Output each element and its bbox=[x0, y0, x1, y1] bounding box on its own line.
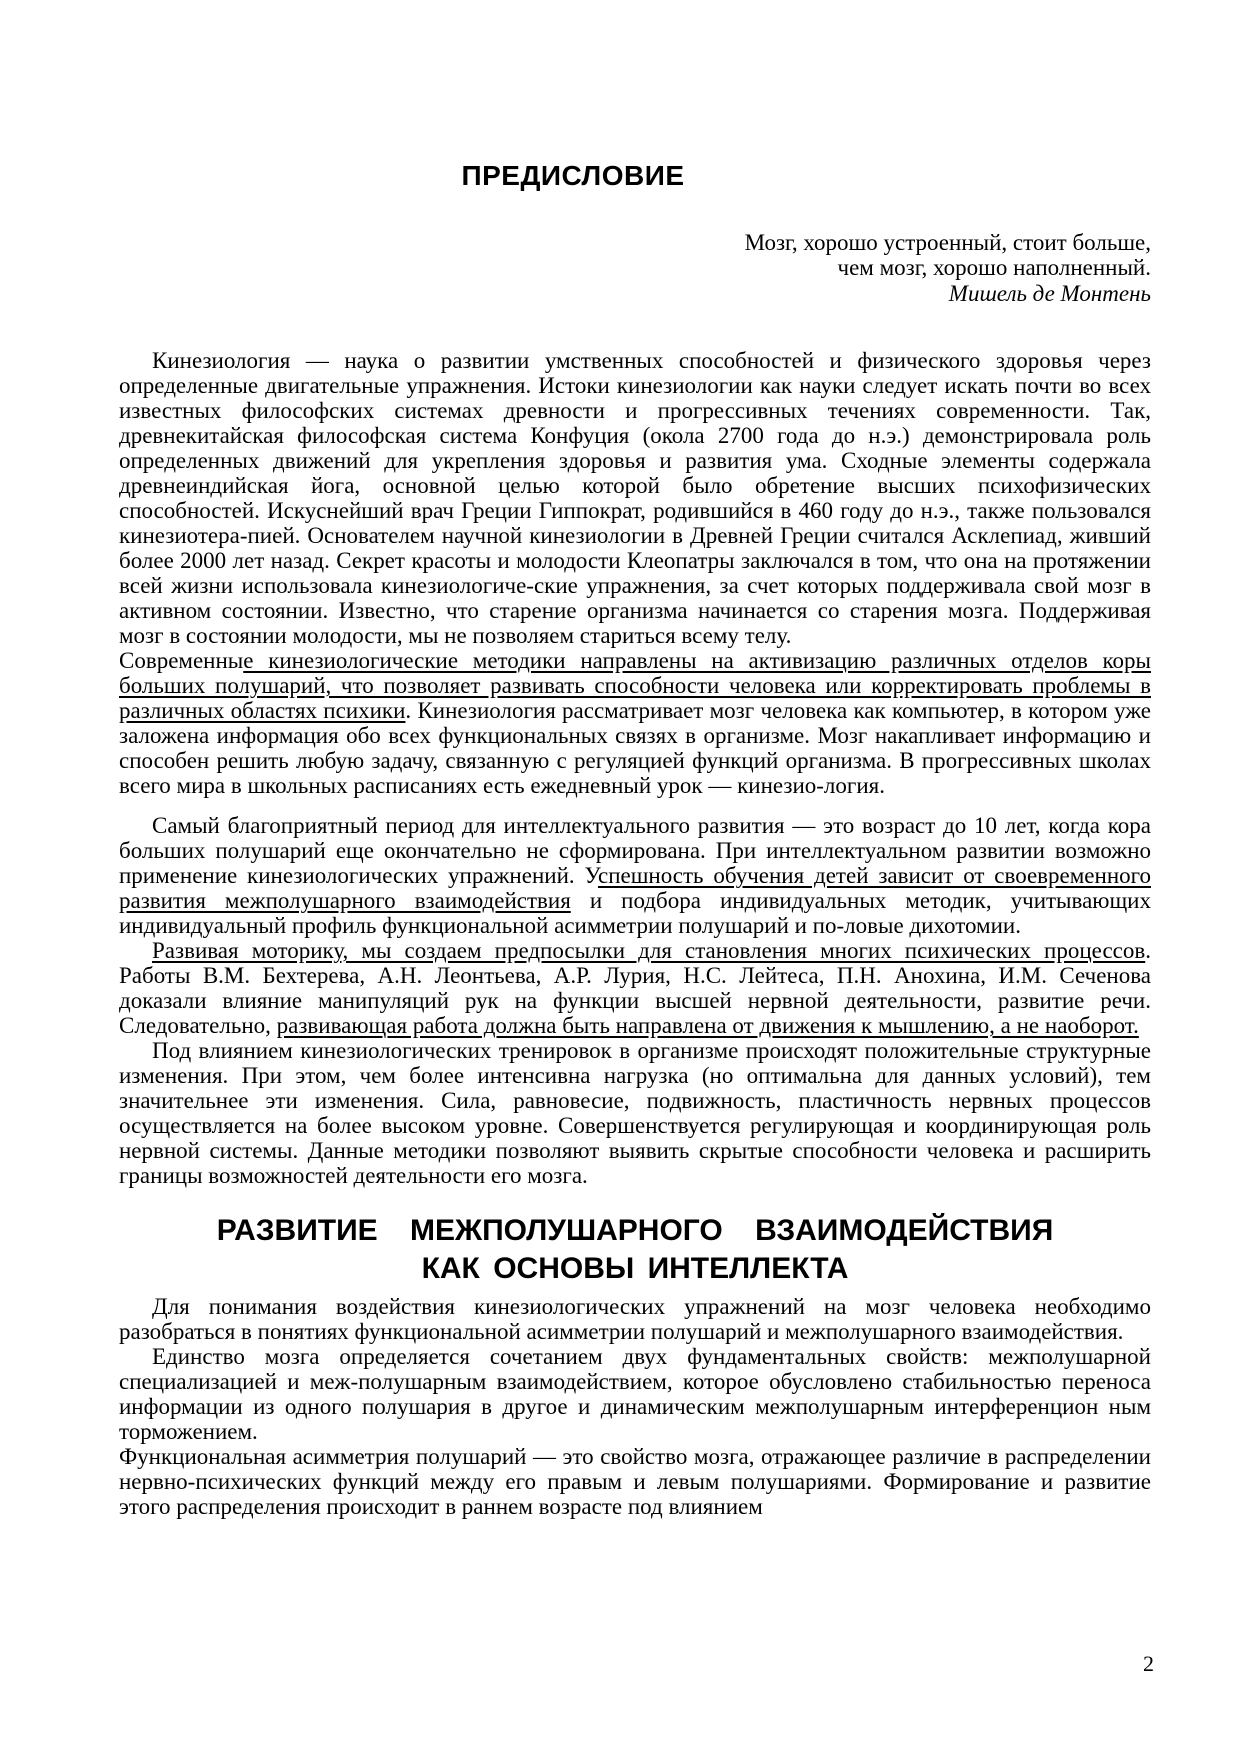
text-run: Для понимания воздействия кинезиологических упражнений на мозг человека необходимо разобраться в понятиях функциональной асимметрии полушарий и межполушарного взаимодействия. bbox=[119, 1293, 1151, 1344]
text-run: Функциональная асимметрия полушарий — это свойство мозга, отражающее различие в распределении нервно-психических функций между его правым и левым полушариями. Формирование и развитие этого распределения происходит в раннем возрасте под влиянием bbox=[119, 1443, 1151, 1519]
paragraph bbox=[119, 938, 1151, 1038]
underlined-text-run: Развивая моторику, мы создаем предпосылки для становления многих психических процессов bbox=[152, 937, 1146, 963]
underlined-text-run: развивающая работа должна быть направлена от движения к мышлению, а не наоборот. bbox=[276, 1012, 1139, 1038]
document-content bbox=[119, 0, 1151, 1519]
paragraph bbox=[119, 348, 1151, 648]
text-run: . Работы В.М. Бехтерева, А.Н. Леонтьева, А.Р. Лурия, Н.С. Лейтеса, П.Н. Анохина, И.М. Сеченова доказали влияние манипуляций рук на функции высшей нервной деятельности, развитие речи. Следовательно, bbox=[119, 937, 1151, 1038]
epigraph bbox=[119, 230, 1151, 306]
section-heading-line: КАК ОСНОВЫ ИНТЕЛЛЕКТА bbox=[421, 1251, 849, 1285]
paragraph bbox=[119, 1344, 1151, 1444]
page-number: 2 bbox=[1143, 1651, 1154, 1676]
text-run: Единство мозга определяется сочетанием двух фундаментальных свойств: межполушарной специализацией и меж-полушарным взаимодействием, которое обусловлено стабильностью переноса информации из одного полушария в другое и динамическим межполушарным интерференцион ным торможением. bbox=[119, 1343, 1151, 1444]
text-run: Современны bbox=[119, 647, 244, 673]
text-run: . Кинезиология рассматривает мозг человека как компьютер, в котором уже заложена информация обо всех функциональных связях в организме. Мозг накапливает информацию и способен решить любую задачу, связанную с регуляцией функций организма. В прогрессивных школах всего мира в школьных расписаниях есть ежедневный урок — кинезио-логия. bbox=[119, 697, 1151, 798]
epigraph-line: Мозг, хорошо устроенный, стоит больше, bbox=[744, 230, 1151, 255]
text-run: Кинезиология — наука о развитии умственных способностей и физического здоровья через определенные двигательные упражнения. Истоки кинезиологии как науки следует искать почти во всех известных философских системах древности и прогрессивных течениях современности. Так, древнекитайская философская система Конфуция (окола 2700 года до н.э.) демонстрировала роль определенных движений для укрепления здоровья и развития ума. Сходные элементы содержала древнеиндийская йога, основной целью которой было обретение высших психофизических способностей. Искуснейший врач Греции Гиппократ, родившийся в 460 году до н.э., также пользовался кинезиотера-пией. Основателем научной кинезиологии в Древней Греции считался Асклепиад, живший более 2000 лет назад. Секрет красоты и молодости Клеопатры заключался в том, что она на протяжении всей жизни использовала кинезиологиче-ские упражнения, за счет которых поддерживала свой мозг в активном состоянии. Известно, что старение организма начинается со старения мозга. Поддерживая мозг в состоянии молодости, мы не позволяем стариться всему телу. bbox=[119, 347, 1151, 648]
paragraph bbox=[119, 1294, 1151, 1344]
epigraph-attribution: Мишель де Монтень bbox=[948, 280, 1151, 306]
paragraph bbox=[119, 1444, 1151, 1519]
underlined-text-run: е кинезиологические методики направлены на активизацию различных отделов коры больших полушарий, что позволяет развивать способности человека или корректировать проблемы в различных областях психики bbox=[119, 647, 1151, 723]
section-heading bbox=[119, 1212, 1151, 1288]
paragraph bbox=[119, 648, 1151, 798]
underlined-text-run: спешность обучения детей зависит от своевременного развития межполушарного взаимодействия bbox=[119, 862, 1151, 913]
paragraph bbox=[119, 813, 1151, 938]
epigraph-line: чем мозг, хорошо наполненный. bbox=[837, 255, 1151, 281]
section-heading-line: РАЗВИТИЕ МЕЖПОЛУШАРНОГО ВЗАИМОДЕЙСТВИЯ bbox=[216, 1213, 1054, 1247]
text-run: Под влиянием кинезиологических тренировок в организме происходят положительные структурные изменения. При этом, чем более интенсивна нагрузка (но оптимальна для данных условий), тем значительнее эти изменения. Сила, равновесие, подвижность, пластичность нервных процессов осуществляется на более высоком уровне. Совершенствуется регулирующая и координирующая роль нервной системы. Данные методики позволяют выявить скрытые способности человека и расширить границы возможностей деятельности его мозга. bbox=[119, 1037, 1151, 1188]
page-title: ПРЕДИСЛОВИЕ bbox=[461, 160, 685, 191]
document-body bbox=[119, 348, 1151, 1519]
text-run: Самый благоприятный период для интеллектуального развития — это возраст до 10 лет, когда кора больших полушарий еще окончательно не сформирована. При интеллектуальном развитии возможно применение кинезиологических упражнений. У bbox=[119, 812, 1151, 888]
paragraph bbox=[119, 1038, 1151, 1188]
text-run: и подбора индивидуальных методик, учитывающих индивидуальный профиль функциональной асимметрии полушарий и по-ловые дихотомии. bbox=[119, 887, 1151, 938]
